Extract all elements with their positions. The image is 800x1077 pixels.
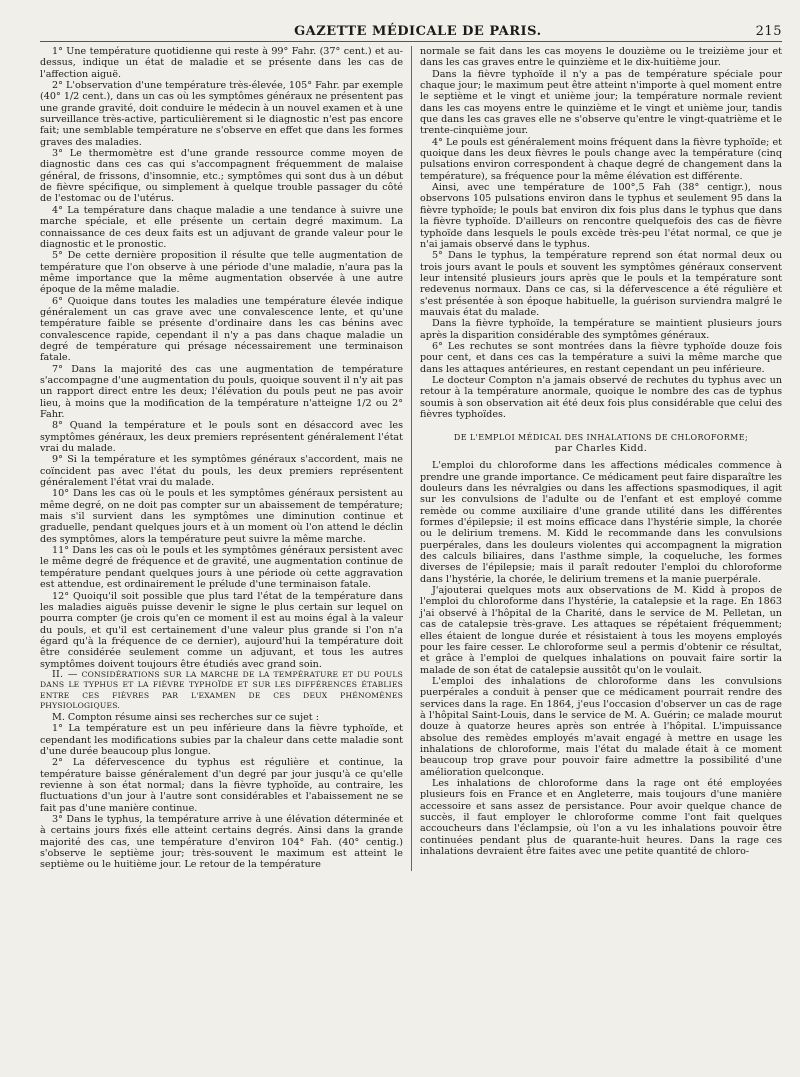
right-paragraph: L'emploi des inhalations de chloroforme dans les convulsions puerpérales a conduit à penser que ce médicament pourrait rendre des services dans la rage. En 1864, j'eus l'occasion d'observer un cas de rage à l'hôpital Saint-Louis, dans le service de M. A. Guérin; ce malade mourut douze à quatorze heures après son entrée à l'hôpital. L'impuissance absolue des remèdes employés m'avait engagé à mettre en usage les inhalations de chloroforme, mais l'état du malade était à ce moment beaucoup trop grave pour pouvoir faire admettre la possibilité d'une amélioration quelconque. bbox=[420, 675, 782, 778]
article-author: par Charles Kidd. bbox=[554, 443, 648, 455]
right-paragraph: Dans la fièvre typhoïde, la température se maintient plusieurs jours après la disparition considérable des symptômes généraux. bbox=[420, 318, 782, 341]
text-columns bbox=[40, 46, 782, 871]
section-title: CONSIDÉRATIONS SUR LA MARCHE DE LA TEMPÉRATURE ET DU POULS DANS LE TYPHUS ET LA FIÈVRE TYPHOÏDE ET SUR LES DIFFÉRENCES ÉTABLIES ENTRE CES FIÈVRES PAR L'EXAMEN DE CES DEUX PHÉNOMÈNES PHYSIOLOGIQUES. bbox=[40, 669, 404, 711]
right-column bbox=[411, 46, 782, 871]
right-paragraph: Les inhalations de chloroforme dans la rage ont été employées plusieurs fois en France et en Angleterre, mais toujours d'une manière accessoire et sans assez de persistance. Pour avoir quelque chance de succès, il faut employer le chloroforme comme l'ont fait quelques accoucheurs dans l'éclampsie, où l'on a vu les inhalations pouvoir être continuées pendant plus de quarante-huit heures. Dans la rage ces inhalations devraient être faites avec une petite quantité de chloro- bbox=[420, 777, 782, 858]
right-paragraph: 4° Le pouls est généralement moins fréquent dans la fièvre typhoïde; et quoique dans les deux fièvres le pouls change avec la température (cinq pulsations environ correspondent à chaque degré de changement dans la température), sa fréquence pour la même élévation est différente. bbox=[420, 136, 782, 182]
left-paragraph: 4° La température dans chaque maladie a une tendance à suivre une marche spéciale, et elle présente un certain degré maximum. La connaissance de ces deux faits est un adjuvant de grande valeur pour le diagnostic et le pronostic. bbox=[40, 204, 403, 250]
left-paragraph: 9° Si la température et les symptômes généraux s'accordent, mais ne coïncident pas avec l'état du pouls, les deux premiers représentent généralement l'état vrai du malade. bbox=[40, 454, 403, 489]
section-number: II. — bbox=[52, 668, 78, 680]
article-heading bbox=[420, 432, 782, 454]
left-paragraph: 2° L'observation d'une température très-élevée, 105° Fahr. par exemple (40° 1/2 cent.), dans un cas où les symptômes généraux ne présentent pas une grande gravité, doit conduire le médecin à un nouvel examen et à une surveillance très-active, particulièrement si le diagnostic n'est pas encore fait; une semblable température ne s'observe en effet que dans les formes graves des maladies. bbox=[40, 80, 403, 148]
left-paragraph: 11° Dans les cas où le pouls et les symptômes généraux persistent avec le même degré de fréquence et de gravité, une augmentation continue de température pendant quelques jours à une période où cette aggravation est attendue, est ordinairement le prélude d'une terminaison fatale. bbox=[40, 545, 403, 591]
article-title: DE L'EMPLOI MÉDICAL DES INHALATIONS DE CHLOROFORME; bbox=[453, 433, 749, 443]
left-paragraph: 8° Quand la température et le pouls sont en désaccord avec les symptômes généraux, les deux premiers représentent généralement l'état vrai du malade. bbox=[40, 420, 403, 455]
section-heading bbox=[40, 670, 403, 712]
right-paragraph: L'emploi du chloroforme dans les affections médicales commence à prendre une grande importance. Ce médicament peut faire disparaître les douleurs dans les névralgies ou dans les affections spasmodiques, il agit sur les convulsions de l'adulte ou de l'enfant et est employé comme remède ou comme auxiliaire d'une grande utilité dans les différentes formes d'épilepsie; il est moins efficace dans l'hystérie simple, la chorée ou le delirium tremens. M. Kidd le recommande dans les convulsions puerpérales, dans les douleurs violentes qui accompagnent la migration des calculs biliaires, dans l'asthme simple, la coqueluche, les formes diverses de l'épilepsie; mais il paraît redouter l'emploi du chloroforme dans l'hystérie, la chorée, le delirium tremens et la manie puerpérale. bbox=[420, 460, 782, 585]
page-header bbox=[40, 24, 782, 42]
left-paragraph: 3° Dans le typhus, la température arrive à une élévation déterminée et à certains jours fixés elle atteint certains degrés. Ainsi dans la grande majorité des cas, une température d'environ 104° Fah. (40° centig.) s'observe le septième jour; très-souvent le maximum est atteint le septième ou le huitième jour. Le retour de la température bbox=[40, 814, 403, 871]
left-paragraph: 7° Dans la majorité des cas une augmentation de température s'accompagne d'une augmentation du pouls, quoique souvent il n'y ait pas un rapport direct entre les deux; l'élévation du pouls peut ne pas avoir lieu, à moins que la modification de la température n'atteigne 1/2 ou 2° Fahr. bbox=[40, 363, 403, 420]
left-paragraph: 1° La température est un peu inférieure dans la fièvre typhoïde, et cependant les modifications subies par la chaleur dans cette maladie sont d'une durée beaucoup plus longue. bbox=[40, 723, 403, 757]
left-paragraph: M. Compton résume ainsi ses recherches sur ce sujet : bbox=[52, 711, 319, 723]
left-paragraph: 10° Dans les cas où le pouls et les symptômes généraux persistent au même degré, on ne doit pas compter sur un abaissement de température; mais s'il survient dans les symptômes une diminution continue et graduelle, pendant quelques jours et à un moment où l'on attend le déclin des symptômes, alors la température peut suivre la même marche. bbox=[40, 488, 403, 545]
left-column bbox=[40, 46, 411, 871]
left-paragraph: 6° Quoique dans toutes les maladies une température élevée indique généralement un cas grave avec une convalescence lente, et qu'une température faible se présente d'ordinaire dans les cas bénins avec convalescence rapide, cependant il n'y a pas dans chaque maladie un degré de température qui présage nécessairement une terminaison fatale. bbox=[40, 295, 403, 364]
right-paragraph: 6° Les rechutes se sont montrées dans la fièvre typhoïde douze fois pour cent, et dans ces cas la température a suivi la même marche que dans les attaques antérieures, en restant cependant un peu inférieure. bbox=[420, 340, 782, 375]
page-number: 215 bbox=[755, 24, 782, 39]
left-paragraph: 2° La défervescence du typhus est régulière et continue, la température baisse généralement d'un degré par jour jusqu'à ce qu'elle revienne à son état normal; dans la fièvre typhoïde, au contraire, les fluctuations d'un jour à l'autre sont considérables et l'abaissement ne se fait pas d'une manière continue. bbox=[40, 757, 403, 814]
journal-title: GAZETTE MÉDICALE DE PARIS. bbox=[294, 24, 542, 39]
left-paragraph: 12° Quoiqu'il soit possible que plus tard l'état de la température dans les maladies aiguës puisse devenir le signe le plus certain sur lequel on pourra compter (je crois qu'en ce moment il est au moins égal à la valeur du pouls, et qu'il est certainement d'une valeur plus grande si l'on n'a égard qu'à la fréquence de ce dernier), aujourd'hui la température doit être considérée seulement comme un adjuvant, et tous les autres symptômes doivent toujours être étudiés avec grand soin. bbox=[40, 590, 403, 670]
left-paragraph: 1° Une température quotidienne qui reste à 99° Fahr. (37° cent.) et au-dessus, indique un état de maladie et se présente dans les cas de l'affection aiguë. bbox=[40, 46, 403, 80]
right-paragraph: Dans la fièvre typhoïde il n'y a pas de température spéciale pour chaque jour; le maximum peut être atteint n'importe à quel moment entre le septième et le vingt et unième jour; la température normale revient dans les cas moyens entre le quinzième et le vingt et unième jour, tandis que dans les cas graves elle ne s'observe qu'entre le vingt-quatrième et le trente-cinquième jour. bbox=[420, 68, 782, 137]
right-paragraph: 5° Dans le typhus, la température reprend son état normal deux ou trois jours avant le pouls et souvent les symptômes généraux conservent leur intensité plusieurs jours après que le pouls et la température sont redevenus normaux. Dans ce cas, si la défervescence a été régulière et s'est présentée à son époque habituelle, la guérison surviendra malgré le mauvais état du malade. bbox=[420, 250, 782, 318]
left-paragraph: 3° Le thermomètre est d'une grande ressource comme moyen de diagnostic dans ces cas qui s'accompagnent fréquemment de malaise général, de frissons, d'insomnie, etc.; symptômes qui sont dus à un début de fièvre spécifique, ou simplement à quelque trouble passager du côté de l'estomac ou de l'utérus. bbox=[40, 148, 403, 205]
right-paragraph: Ainsi, avec une température de 100°,5 Fah (38° centigr.), nous observons 105 pulsations environ dans le typhus et seulement 95 dans la fièvre typhoïde; le pouls bat environ dix fois plus dans le typhus que dans la fièvre typhoïde. D'ailleurs on rencontre quelquefois des cas de fièvre typhoïde dans lesquels le pouls excède très-peu l'état normal, ce que je n'ai jamais observé dans le typhus. bbox=[420, 182, 782, 250]
right-paragraph: J'ajouterai quelques mots aux observations de M. Kidd à propos de l'emploi du chloroforme dans l'hystérie, la catalepsie et la rage. En 1863 j'ai observé à l'hôpital de la Charité, dans le service de M. Pelletan, un cas de catalepsie très-grave. Les attaques se répétaient fréquemment; elles étaient de longue durée et résistaient à tous les moyens employés pour les faire cesser. Le chloroforme seul a permis d'obtenir ce résultat, et grâce à l'emploi de quelques inhalations on pouvait faire sortir la malade de son état de catalepsie aussitôt qu'on le voulait. bbox=[420, 585, 782, 676]
right-paragraph: Le docteur Compton n'a jamais observé de rechutes du typhus avec un retour à la température anormale, quoique le nombre des cas de typhus soumis à son observation ait été deux fois plus considérable que celui des fièvres typhoïdes. bbox=[420, 374, 782, 420]
left-paragraph: 5° De cette dernière proposition il résulte que telle augmentation de température que l'on observe à une période d'une maladie, n'aura pas la même importance que la même augmentation observée à une autre époque de la même maladie. bbox=[40, 250, 403, 296]
right-paragraph: normale se fait dans les cas moyens le douzième ou le treizième jour et dans les cas graves entre le quinzième et le dix-huitième jour. bbox=[420, 46, 782, 69]
